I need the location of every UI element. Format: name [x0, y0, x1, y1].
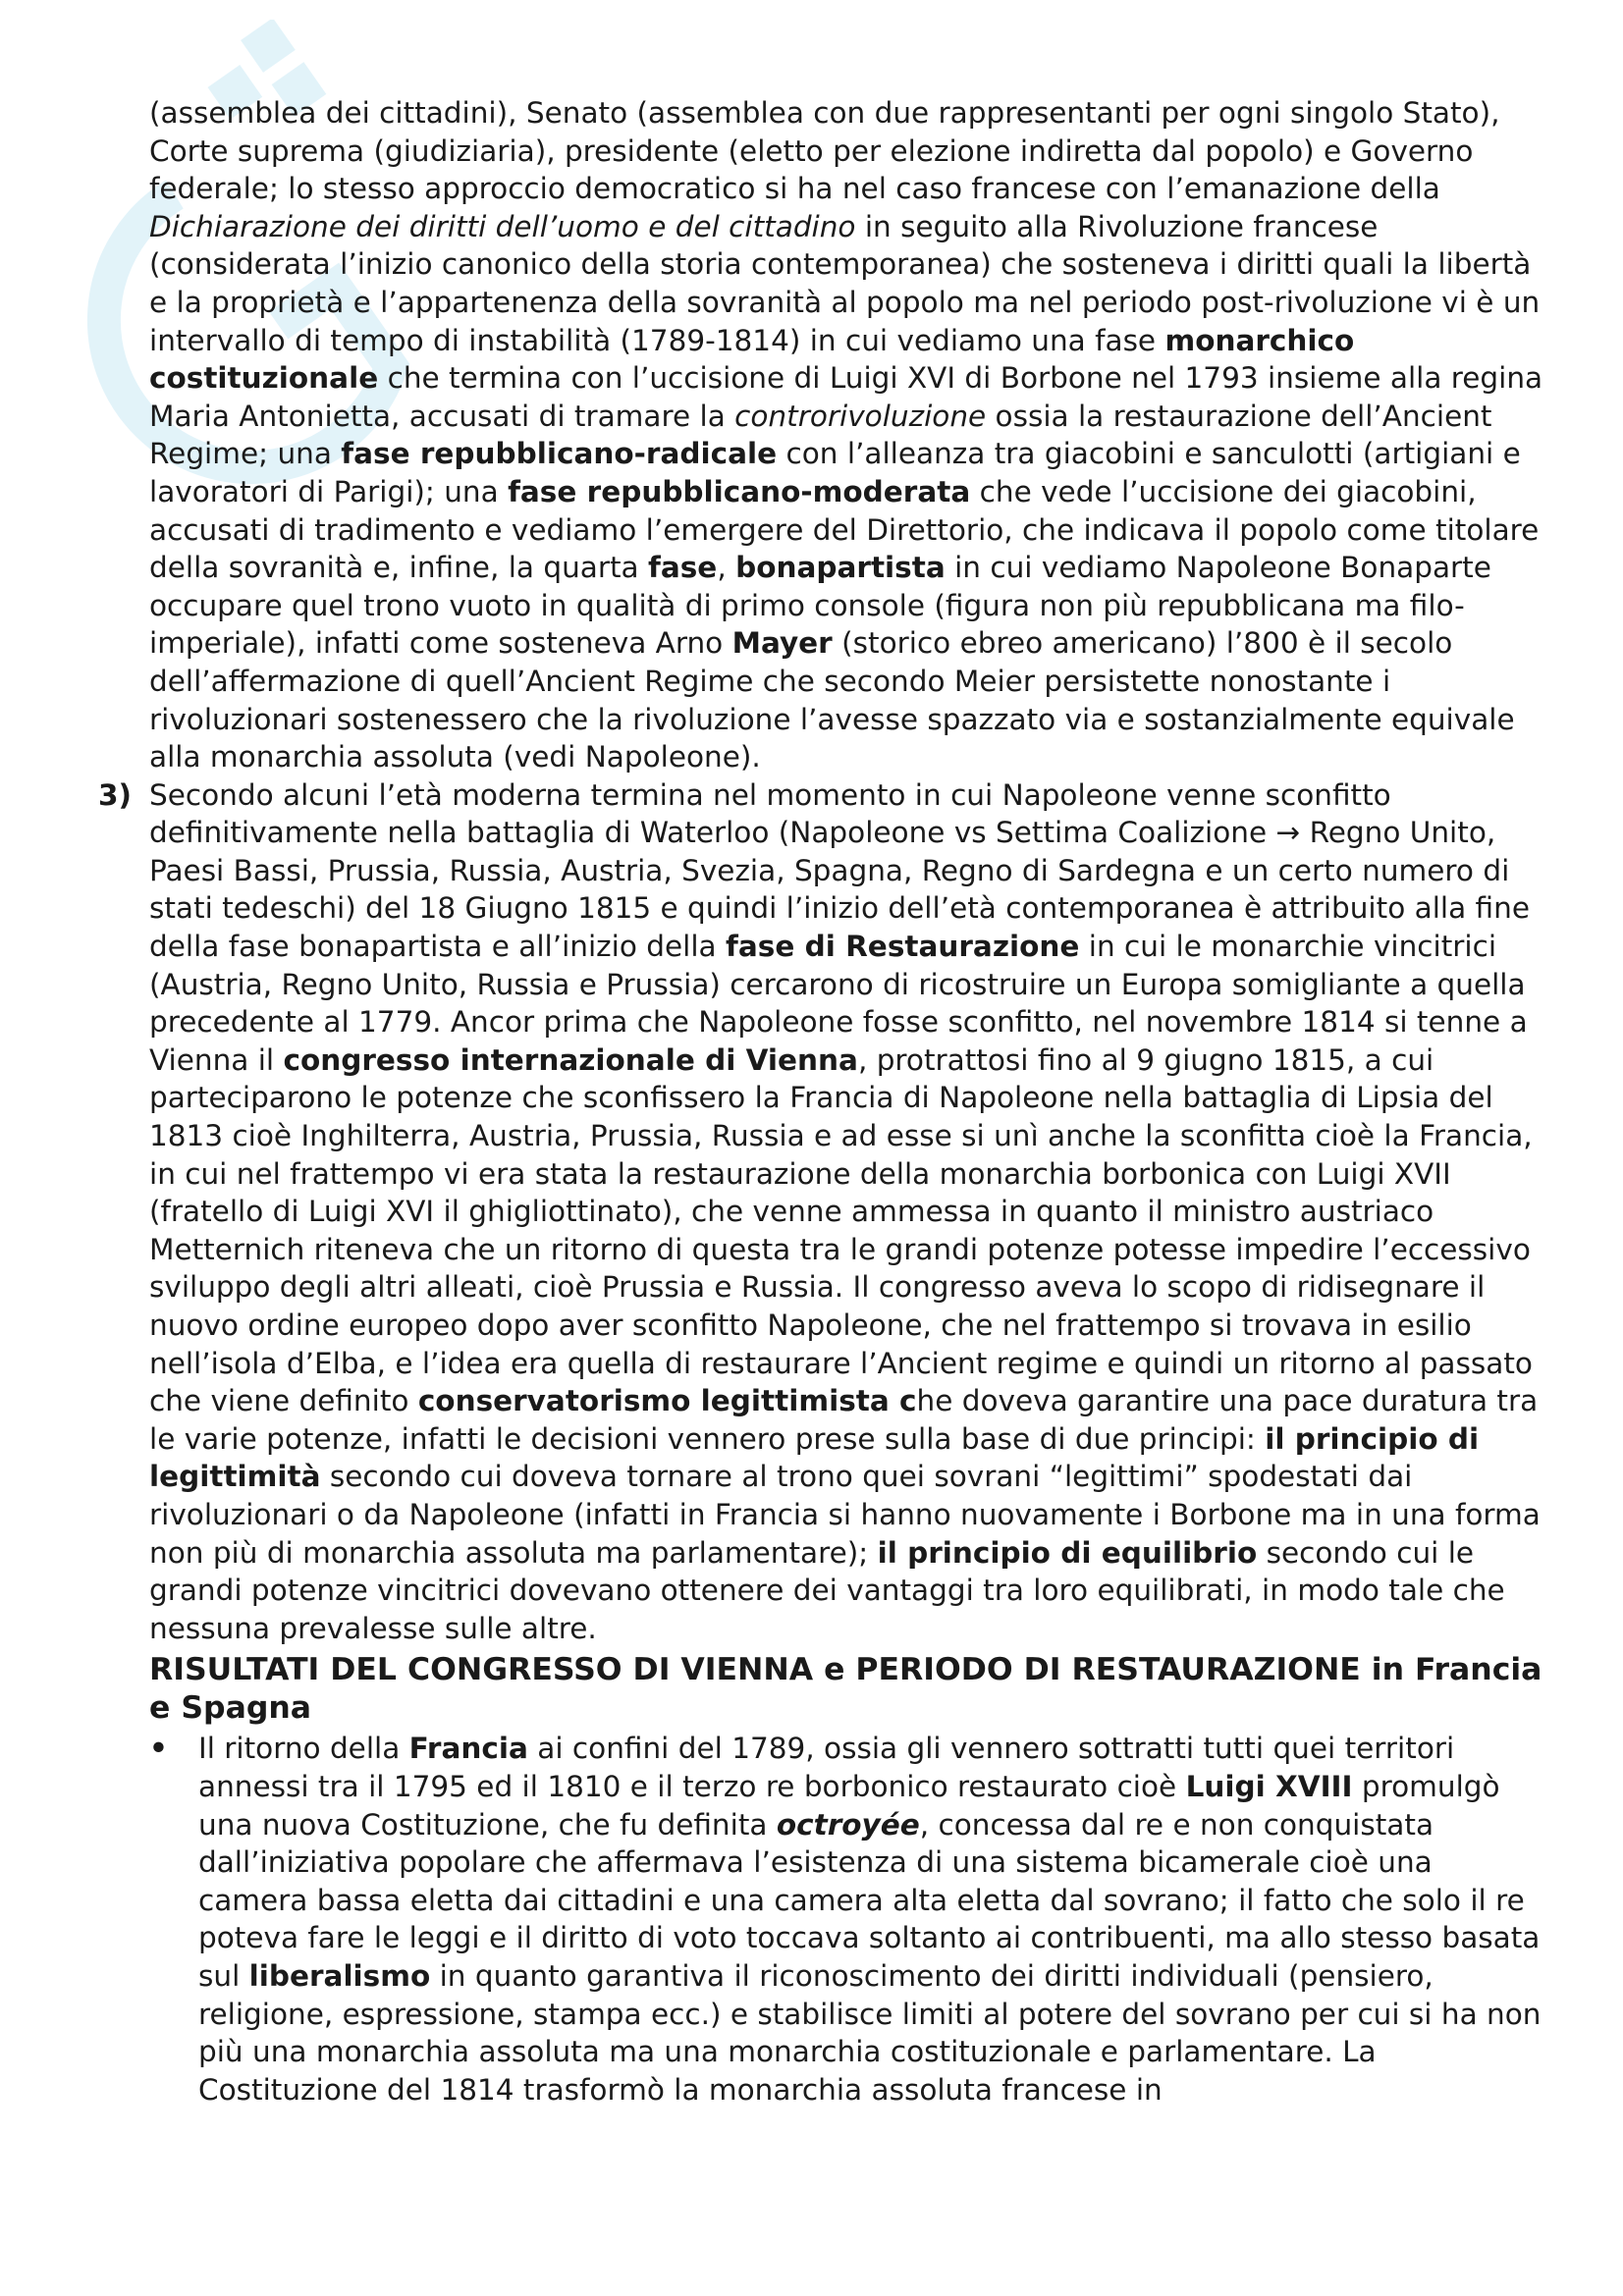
text-span: promulgò una nuova Costituzione, che fu definita	[198, 1769, 1500, 1842]
text-span: secondo cui doveva tornare al trono quei sovrani “legittimi” spodestati dai rivoluzionari o da Napoleone (infatti in Francia si hanno nuovamente i Borbone ma in una forma non più di monarchia assoluta ma parlamentare);	[149, 1460, 1541, 1570]
text-span: con l’alleanza tra giacobini e sanculotti (artigiani e lavoratori di Parigi); una	[149, 437, 1521, 508]
text-span: Regno Unito, Paesi Bassi, Prussia, Russia, Austria, Svezia, Spagna, Regno di Sardegna e un certo numero di stati tedeschi) del 18 Giugno 1815 e quindi l’inizio dell’età contemporanea è attribuito alla fine della fase bonapartista e all’inizio della	[149, 816, 1530, 964]
paragraph-top	[149, 94, 1543, 776]
text-span: che vede l’uccisione dei giacobini, accusati di tradimento e vediamo l’emergere del Direttorio, che indicava il popolo come titolare della sovranità e, infine, la quarta	[149, 474, 1540, 585]
bold-span: fase di Restaurazione	[726, 930, 1080, 964]
text-span: secondo cui le grandi potenze vincitrici dovevano ottenere dei vantaggi tra loro equilibrati, in modo tale che nessuna prevalesse sulle altre.	[149, 1535, 1505, 1645]
text-span: (assemblea dei cittadini), Senato (assemblea con due rappresentanti per ogni singolo Stato), Corte suprema (giudiziaria), presidente (eletto per elezione indiretta dal popolo) e Governo federale; lo stesso approccio democratico si ha nel caso francese con l’emanazione della	[149, 96, 1500, 206]
list-number: 3)	[98, 777, 133, 812]
bold-span: conservatorismo legittimista c	[417, 1384, 917, 1418]
text-span: he doveva garantire una pace duratura tra le varie potenze, infatti le decisioni vennero prese sulla base di due principi:	[149, 1384, 1539, 1456]
section-heading: RISULTATI DEL CONGRESSO DI VIENNA e PERIODO DI RESTAURAZIONE in Francia e Spagna	[149, 1652, 1542, 1727]
bold-span: congresso internazionale di Vienna	[283, 1042, 858, 1077]
bold-span: bonapartista	[735, 551, 946, 585]
text-span: Il ritorno della	[198, 1732, 409, 1766]
list-item-3	[98, 776, 1543, 1648]
text-span: in seguito alla Rivoluzione francese (considerata l’inizio canonico della storia contemporanea) che sosteneva i diritti quali la libertà e la proprietà e l’appartenenza della sovranità al popolo ma nel periodo post-rivoluzione vi è un intervallo di tempo di instabilità (1789-1814) in cui vediamo una fase	[149, 209, 1541, 357]
text-span: Secondo alcuni l’età moderna termina nel momento in cui Napoleone venne sconfitto definitivamente nella battaglia di Waterloo (Napoleone vs Settima Coalizione	[149, 777, 1391, 850]
text-span: , protrattosi fino al 9 giugno 1815, a cui parteciparono le potenze che sconfissero la Francia di Napoleone nella battaglia di Lipsia del 1813 cioè Inghilterra, Austria, Prussia, Russia e ad esse si unì anche la sconfitta cioè la Francia, in cui nel frattempo vi era stata la restaurazione della monarchia borbonica con Luigi XVII (fratello di Luigi XVI il ghigliottinato), che venne ammessa in quanto il ministro austriaco Metternich riteneva che un ritorno di questa tra le grandi potenze potesse impedire l’eccessivo sviluppo degli altri alleati, cioè Prussia e Russia. Il congresso aveva lo scopo di ridisegnare il nuovo ordine europeo dopo aver sconfitto Napoleone, che nel frattempo si trovava in esilio nell’isola d’Elba, e l’idea era quella di restaurare l’Ancient regime e quindi un ritorno al passato che viene definito	[149, 1042, 1533, 1418]
bold-span: il principio di equilibrio	[877, 1535, 1258, 1570]
bold-span: il principio di legittimità	[149, 1421, 1480, 1494]
bold-italic-span: octroyée	[776, 1807, 920, 1842]
bold-span: Luigi XVIII	[1185, 1769, 1353, 1803]
arrow-right-icon: →	[1275, 816, 1301, 850]
bold-span: fase repubblicano-moderata	[508, 474, 971, 508]
bold-span: fase repubblicano-radicale	[341, 437, 778, 471]
text-span: ai confini del 1789, ossia gli vennero sottratti tutti quei territori annessi tra il 1795 ed il 1810 e il terzo re borbonico restaurato cioè	[198, 1732, 1455, 1803]
bullet-item-francia	[149, 1730, 1543, 2109]
document-page	[98, 94, 1543, 2109]
bold-span: monarchico costituzionale	[149, 323, 1355, 396]
italic-span: Dichiarazione dei diritti dell’uomo e del cittadino	[149, 209, 856, 243]
text-span: ,	[717, 551, 736, 585]
text-span: in quanto garantiva il riconoscimento dei diritti individuali (pensiero, religione, espressione, stampa ecc.) e stabilisce limiti al potere del sovrano per cui si ha non più una monarchia assoluta ma una monarchia costituzionale e parlamentare. La Costituzione del 1814 trasformò la monarchia assoluta francese in	[198, 1958, 1542, 2107]
italic-span: controrivoluzione	[734, 399, 987, 433]
bold-span: fase	[648, 551, 718, 585]
text-span: in cui le monarchie vincitrici (Austria, Regno Unito, Russia e Prussia) cercarono di ricostruire un Europa somigliante a quella precedente al 1779. Ancor prima che Napoleone fosse sconfitto, nel novembre 1814 si tenne a Vienna il	[149, 930, 1528, 1077]
text-span: , concessa dal re e non conquistata dall’iniziativa popolare che affermava l’esistenza di una sistema bicamerale cioè una camera bassa eletta dai cittadini e una camera alta eletta dal sovrano; il fatto che solo il re poteva fare le leggi e il diritto di voto toccava soltanto ai contribuenti, ma allo stesso basata sul	[198, 1807, 1541, 1993]
bold-span: Mayer	[731, 626, 833, 661]
text-span: (storico ebreo americano) l’800 è il secolo dell’affermazione di quell’Ancient Regime che secondo Meier persistette nonostante i rivoluzionari sostenessero che la rivoluzione l’avesse spazzato via e sostanzialmente equivale alla monarchia assoluta (vedi Napoleone).	[149, 626, 1515, 774]
bold-span: Francia	[408, 1732, 528, 1766]
text-span: che termina con l’uccisione di Luigi XVI di Borbone nel 1793 insieme alla regina Maria Antonietta, accusati di tramare la	[149, 361, 1543, 433]
text-span: in cui vediamo Napoleone Bonaparte occupare quel trono vuoto in qualità di primo console (figura non più repubblicana ma filo-imperiale), infatti come sosteneva Arno	[149, 551, 1491, 661]
bold-span: liberalismo	[248, 1958, 431, 1993]
bullet-icon: •	[149, 1732, 168, 1766]
text-span: ossia la restaurazione dell’Ancient Regime; una	[149, 399, 1492, 471]
